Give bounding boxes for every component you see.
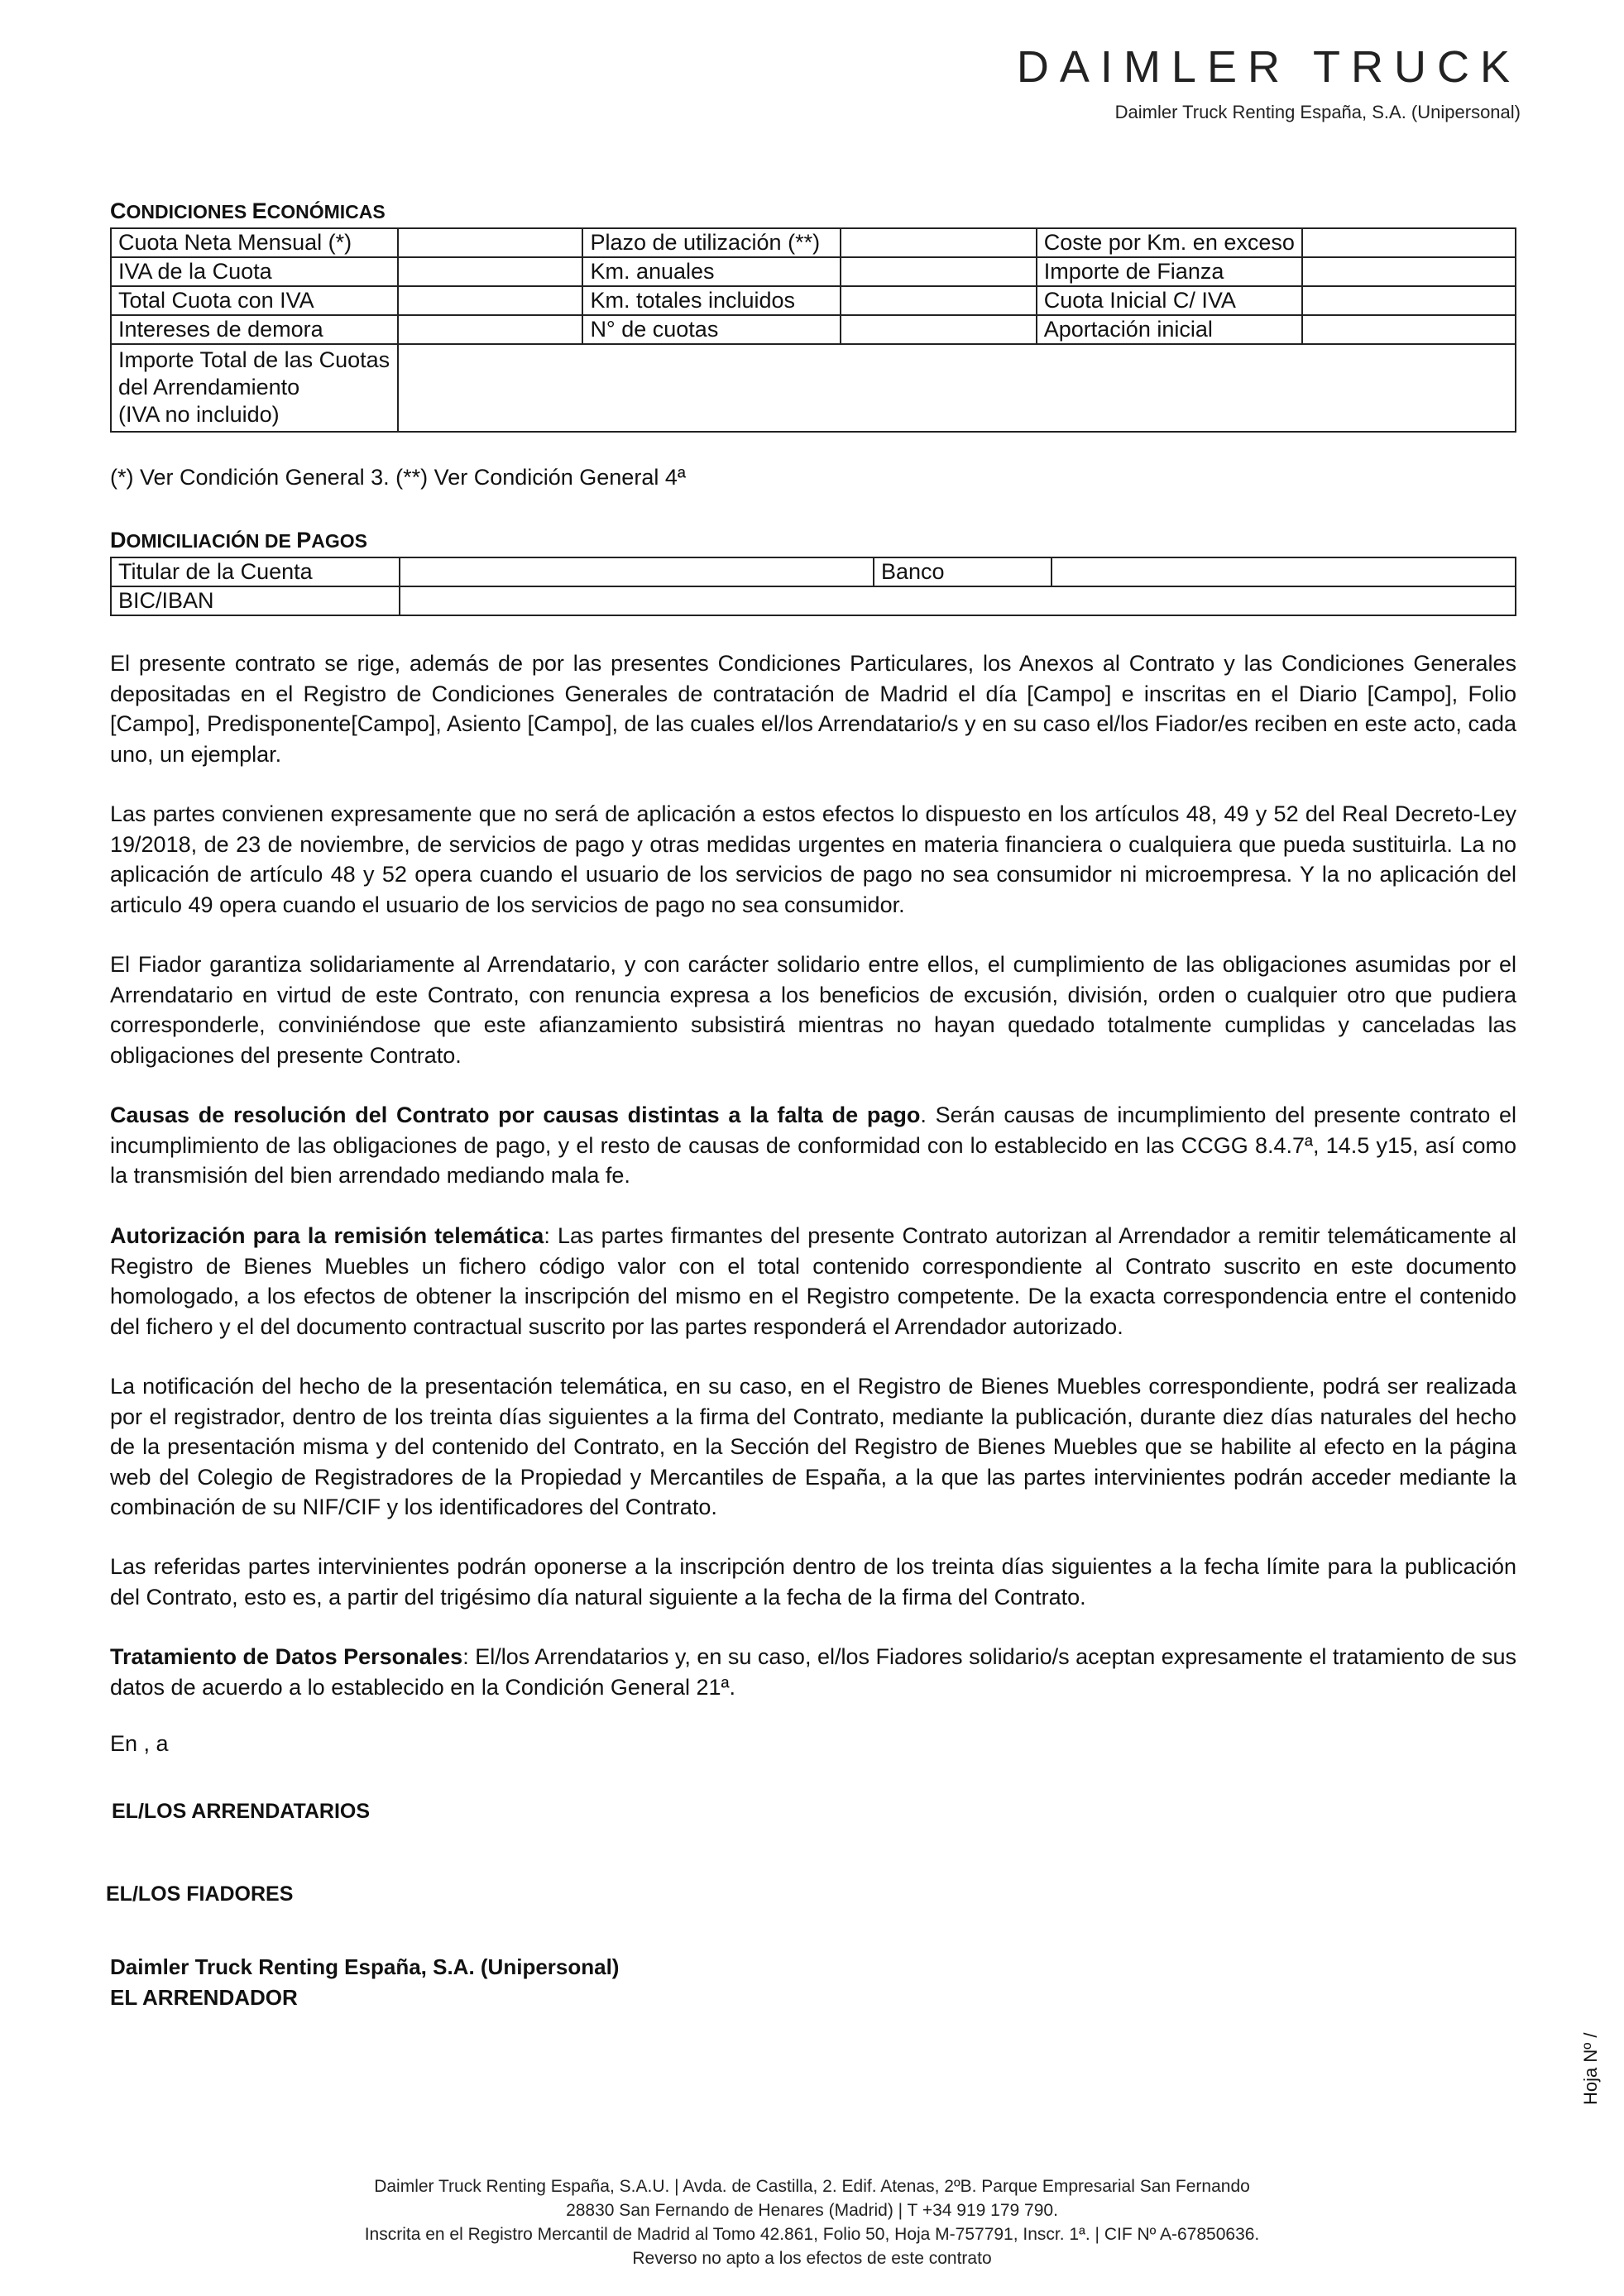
guarantors-signature-label: EL/LOS FIADORES	[106, 1882, 294, 1906]
footer-address: Daimler Truck Renting España, S.A.U. | Avda. de Castilla, 2. Edif. Atenas, 2ºB. Parque Empresarial San Fernando	[374, 2177, 1250, 2196]
table-row	[111, 286, 1516, 315]
table-cell: Total Cuota con IVA	[111, 286, 398, 315]
table-cell-input[interactable]	[841, 228, 1037, 257]
table-cell-input[interactable]	[1302, 286, 1516, 315]
paragraph-termination: Causas de resolución del Contrato por causas distintas a la falta de pago. Serán causas de incumplimiento del presente contrato el incumplimiento de las obligaciones de pago, y el resto de causas de conformidad con lo establecido en las CCGG 8.4.7ª, 14.5 y15, así como la transmisión del bien arrendado mediando mala fe.	[110, 1103, 1516, 1188]
table-cell: Plazo de utilización (**)	[582, 228, 840, 257]
table-cell: Importe de Fianza	[1037, 257, 1302, 286]
paragraph-opposition: Las referidas partes intervinientes podrán oponerse a la inscripción dentro de los treinta días siguientes a la fecha límite para la publicación del Contrato, esto es, a partir del trigésimo día natural siguiente a la fecha de la firma del Contrato.	[110, 1554, 1516, 1610]
lessees-signature-label: EL/LOS ARRENDATARIOS	[112, 1800, 371, 1823]
table-cell: N° de cuotas	[582, 315, 840, 344]
total-amount-input[interactable]	[398, 344, 1516, 432]
table-cell: Aportación inicial	[1037, 315, 1302, 344]
payments-title: DOMICILIACIÓN DE PAGOS	[110, 528, 367, 552]
footer-registry: Inscrita en el Registro Mercantil de Madrid al Tomo 42.861, Folio 50, Hoja M-757791, Inscr. 1ª. | CIF Nº A-67850636.	[364, 2225, 1260, 2244]
table-cell: Km. anuales	[582, 257, 840, 286]
account-holder-input[interactable]	[400, 557, 874, 586]
lessor-company: Daimler Truck Renting España, S.A. (Unipersonal)	[110, 1954, 620, 1979]
paragraph-guarantor: El Fiador garantiza solidariamente al Arrendatario, y con carácter solidario entre ellos, el cumplimiento de las obligaciones asumidas por el Arrendatario en virtud de este Contrato, con renuncia expresa a los beneficios de excusión, división, orden o cualquier otro que pudiera corresponderle, conviniéndose que este afianzamiento subsistirá mientras no hayan quedado totalmente cumplidas y canceladas las obligaciones del presente Contrato.	[110, 952, 1516, 1068]
paragraph-telematic-authorization: Autorización para la remisión telemática: Las partes firmantes del presente Contrato autorizan al Arrendador a remitir telemáticamente al Registro de Bienes Muebles un fichero código valor con el total contenido correspondiente al Contrato suscrito en este documento homologado, a los efectos de obtener la inscripción del mismo en el Registro competente. De la exacta correspondencia entre el contenido del fichero y el del documento contractual suscrito por las partes responderá el Arrendador autorizado.	[110, 1223, 1516, 1339]
conditions-note: (*) Ver Condición General 3. (**) Ver Condición General 4ª	[110, 465, 686, 490]
footer-disclaimer: Reverso no apto a los efectos de este contrato	[632, 2249, 992, 2268]
table-cell-input[interactable]	[1302, 315, 1516, 344]
economic-conditions-title: CONDICIONES ECONÓMICAS	[110, 199, 386, 223]
lessor-signature-label: EL ARRENDADOR	[110, 1985, 298, 2010]
payments-table	[110, 557, 1516, 616]
brand-logo: DAIMLER TRUCK	[1016, 42, 1521, 92]
bank-label: Banco	[874, 557, 1052, 586]
sheet-number: Hoja Nº /	[1580, 2032, 1601, 2105]
paragraph-notification: La notificación del hecho de la presentación telemática, en su caso, en el Registro de Bienes Muebles correspondiente, podrá ser realizada por el registrador, dentro de los treinta días siguientes a la firma del Contrato, mediante la publicación, durante diez días naturales del hecho de la presentación misma y del contenido del Contrato, en la Sección del Registro de Bienes Muebles que se habilite al efecto en la página web del Colegio de Registradores de la Propiedad y Mercantiles de España, a la que las partes intervinientes podrán acceder mediante la combinación de su NIF/CIF y los identificadores del Contrato.	[110, 1374, 1516, 1519]
table-cell-input[interactable]	[398, 286, 583, 315]
table-row	[111, 228, 1516, 257]
table-row	[111, 257, 1516, 286]
table-cell-input[interactable]	[398, 315, 583, 344]
table-cell-input[interactable]	[841, 315, 1037, 344]
place-date: En , a	[110, 1731, 169, 1756]
paragraph-payment-services: Las partes convienen expresamente que no será de aplicación a estos efectos lo dispuesto en los artículos 48, 49 y 52 del Real Decreto-Ley 19/2018, de 23 de noviembre, de servicios de pago y otras medidas urgentes en materia financiera o cualquiera que pueda sustituirla. La no aplicación de artículo 48 y 52 opera cuando el usuario de los servicios de pago no sea consumidor ni microempresa. Y la no aplicación del articulo 49 opera cuando el usuario de los servicios de pago no sea consumidor.	[110, 801, 1516, 917]
table-cell-input[interactable]	[1302, 228, 1516, 257]
table-row	[111, 586, 1516, 615]
table-row	[111, 557, 1516, 586]
table-cell: Coste por Km. en exceso	[1037, 228, 1302, 257]
economic-conditions-table	[110, 227, 1516, 433]
table-cell-input[interactable]	[398, 228, 583, 257]
paragraph-general-conditions: El presente contrato se rige, además de por las presentes Condiciones Particulares, los Anexos al Contrato y las Condiciones Generales depositadas en el Registro de Condiciones Generales de contratación de Madrid el día [Campo] e inscritas en el Diario [Campo], Folio [Campo], Predisponente[Campo], Asiento [Campo], de las cuales el/los Arrendatario/s y en su caso el/los Fiador/es reciben en este acto, cada uno, un ejemplar.	[110, 651, 1516, 767]
table-cell-input[interactable]	[1302, 257, 1516, 286]
table-cell: Intereses de demora	[111, 315, 398, 344]
iban-input[interactable]	[400, 586, 1516, 615]
bank-input[interactable]	[1052, 557, 1516, 586]
table-cell: Cuota Inicial C/ IVA	[1037, 286, 1302, 315]
table-cell-input[interactable]	[841, 286, 1037, 315]
total-amount-label: Importe Total de las Cuotas del Arrendamiento (IVA no incluido)	[111, 344, 398, 432]
account-holder-label: Titular de la Cuenta	[111, 557, 400, 586]
table-cell: Cuota Neta Mensual (*)	[111, 228, 398, 257]
company-name: Daimler Truck Renting España, S.A. (Unipersonal)	[1114, 102, 1521, 122]
table-cell: IVA de la Cuota	[111, 257, 398, 286]
table-row-total	[111, 344, 1516, 432]
iban-label: BIC/IBAN	[111, 586, 400, 615]
table-cell-input[interactable]	[398, 257, 583, 286]
paragraph-data-protection: Tratamiento de Datos Personales: El/los Arrendatarios y, en su caso, el/los Fiadores solidario/s aceptan expresamente el tratamiento de sus datos de acuerdo a lo establecido en la Condición General 21ª.	[110, 1644, 1516, 1700]
table-row	[111, 315, 1516, 344]
table-cell: Km. totales incluidos	[582, 286, 840, 315]
table-cell-input[interactable]	[841, 257, 1037, 286]
footer-address-2: 28830 San Fernando de Henares (Madrid) | T +34 919 179 790.	[566, 2201, 1058, 2220]
